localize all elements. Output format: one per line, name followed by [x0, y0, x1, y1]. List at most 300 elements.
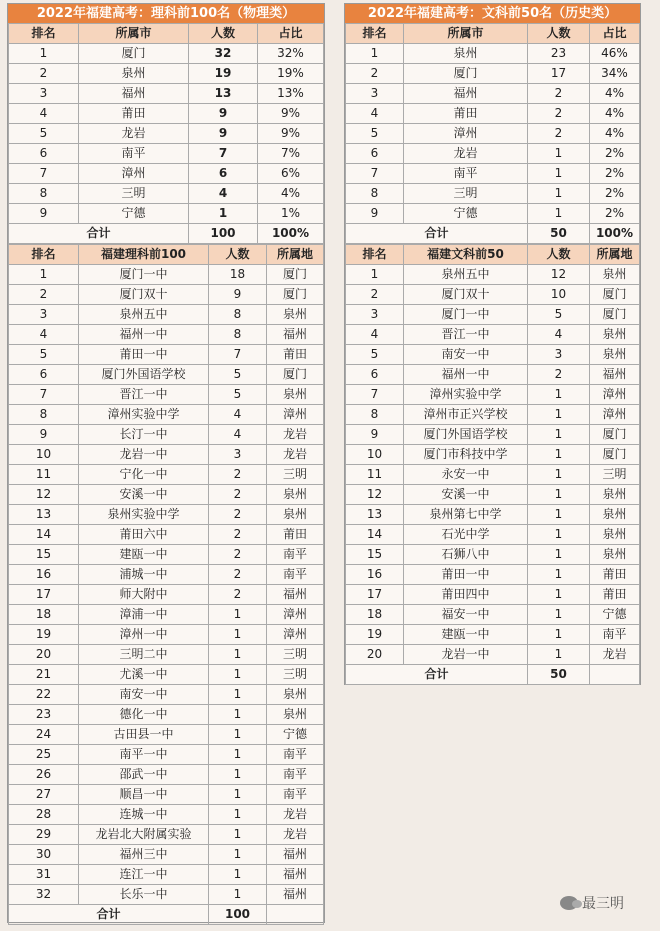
- table-row: [346, 204, 640, 224]
- table-cell: 南平: [79, 144, 189, 164]
- table-cell: 3: [209, 445, 267, 465]
- table-cell: 浦城一中: [79, 565, 209, 585]
- header-rank: 排名: [346, 24, 404, 44]
- table-row: [346, 505, 640, 525]
- total-label: 合计: [9, 224, 189, 244]
- science-title: 2022年福建高考：理科前100名（物理类）: [8, 4, 324, 23]
- table-cell: 23: [9, 705, 79, 725]
- table-cell: 20: [346, 645, 404, 665]
- table-cell: 18: [209, 265, 267, 285]
- table-cell: 福州三中: [79, 845, 209, 865]
- table-cell: 7%: [258, 144, 324, 164]
- table-row: [346, 365, 640, 385]
- table-cell: 1: [209, 685, 267, 705]
- table-cell: 19: [9, 625, 79, 645]
- table-row: [9, 825, 324, 845]
- wechat-icon: [560, 896, 578, 910]
- table-cell: 2%: [590, 144, 640, 164]
- liberal-arts-title: 2022年福建高考：文科前50名（历史类）: [345, 4, 640, 23]
- table-row: [9, 625, 324, 645]
- table-row: [9, 665, 324, 685]
- table-cell: 南平: [590, 625, 640, 645]
- table-cell: 13: [9, 505, 79, 525]
- table-cell: 32%: [258, 44, 324, 64]
- table-cell: 1: [209, 705, 267, 725]
- table-cell: 1: [528, 164, 590, 184]
- table-cell: 1: [9, 44, 79, 64]
- table-cell: 17: [9, 585, 79, 605]
- table-cell: 漳州实验中学: [79, 405, 209, 425]
- table-cell: 连江一中: [79, 865, 209, 885]
- table-cell: 连城一中: [79, 805, 209, 825]
- table-cell: 2: [209, 545, 267, 565]
- table-cell: 泉州: [590, 345, 640, 365]
- table-cell: 1%: [258, 204, 324, 224]
- table-cell: 漳州: [590, 385, 640, 405]
- table-cell: 1: [528, 625, 590, 645]
- table-cell: 厦门双十: [79, 285, 209, 305]
- table-cell: 30: [9, 845, 79, 865]
- table-cell: 三明: [267, 645, 324, 665]
- table-cell: 龙岩: [267, 445, 324, 465]
- table-cell: 龙岩一中: [79, 445, 209, 465]
- table-cell: 1: [528, 465, 590, 485]
- table-cell: 泉州: [267, 305, 324, 325]
- table-cell: 漳州: [267, 625, 324, 645]
- table-row: [346, 265, 640, 285]
- table-cell: 2%: [590, 204, 640, 224]
- table-cell: 7: [209, 345, 267, 365]
- table-cell: 9%: [258, 104, 324, 124]
- total-count: 100: [189, 224, 258, 244]
- table-cell: 2: [209, 485, 267, 505]
- science-city-table: [8, 23, 324, 244]
- table-cell: 20: [9, 645, 79, 665]
- table-cell: 泉州: [79, 64, 189, 84]
- table-cell: 5: [9, 345, 79, 365]
- total-count: 50: [528, 224, 590, 244]
- table-cell: 南平: [267, 745, 324, 765]
- table-row: [9, 365, 324, 385]
- table-cell: 46%: [590, 44, 640, 64]
- table-cell: 福州一中: [79, 325, 209, 345]
- table-cell: 泉州: [590, 485, 640, 505]
- total-row: [346, 224, 640, 244]
- table-cell: 福安一中: [404, 605, 528, 625]
- table-cell: 泉州五中: [79, 305, 209, 325]
- table-row: [346, 625, 640, 645]
- table-cell: 6: [9, 144, 79, 164]
- table-row: [9, 445, 324, 465]
- table-cell: 10: [346, 445, 404, 465]
- table-row: [346, 385, 640, 405]
- table-row: [346, 605, 640, 625]
- table-cell: 9%: [258, 124, 324, 144]
- table-cell: 厦门: [267, 365, 324, 385]
- table-row: [9, 765, 324, 785]
- table-cell: 尤溪一中: [79, 665, 209, 685]
- table-cell: 2: [528, 84, 590, 104]
- table-cell: 永安一中: [404, 465, 528, 485]
- table-cell: 泉州: [267, 385, 324, 405]
- table-cell: 3: [346, 84, 404, 104]
- table-cell: 龙岩: [79, 124, 189, 144]
- table-cell: 1: [528, 204, 590, 224]
- table-row: [9, 885, 324, 905]
- table-cell: 长汀一中: [79, 425, 209, 445]
- table-row: [346, 64, 640, 84]
- table-cell: 福州: [267, 585, 324, 605]
- table-cell: 1: [528, 405, 590, 425]
- table-cell: 14: [346, 525, 404, 545]
- table-cell: 1: [209, 625, 267, 645]
- table-cell: 19: [189, 64, 258, 84]
- table-cell: 1: [209, 885, 267, 905]
- header-location: 所属地: [590, 245, 640, 265]
- table-row: [346, 84, 640, 104]
- table-cell: 11: [346, 465, 404, 485]
- table-row: [9, 184, 324, 204]
- header-school: 福建文科前50: [404, 245, 528, 265]
- table-cell: 28: [9, 805, 79, 825]
- table-cell: 厦门一中: [404, 305, 528, 325]
- table-row: [9, 725, 324, 745]
- table-row: [9, 645, 324, 665]
- table-row: [9, 545, 324, 565]
- table-cell: 师大附中: [79, 585, 209, 605]
- table-cell: 7: [346, 164, 404, 184]
- table-cell: 南安一中: [79, 685, 209, 705]
- table-cell: 1: [528, 585, 590, 605]
- table-cell: 南平: [267, 765, 324, 785]
- total-label: 合计: [346, 224, 528, 244]
- table-cell: 宁化一中: [79, 465, 209, 485]
- table-cell: 15: [9, 545, 79, 565]
- header-city: 所属市: [79, 24, 189, 44]
- science-panel: [7, 3, 325, 923]
- table-cell: 三明: [267, 465, 324, 485]
- table-cell: 龙岩北大附属实验: [79, 825, 209, 845]
- science-city-header-row: [9, 24, 324, 44]
- table-cell: 三明: [404, 184, 528, 204]
- table-cell: 32: [189, 44, 258, 64]
- table-cell: 南安一中: [404, 345, 528, 365]
- table-row: [346, 465, 640, 485]
- table-row: [346, 285, 640, 305]
- table-cell: 安溪一中: [79, 485, 209, 505]
- table-cell: 南平一中: [79, 745, 209, 765]
- table-cell: 厦门: [590, 445, 640, 465]
- table-cell: 莆田一中: [79, 345, 209, 365]
- table-cell: 18: [9, 605, 79, 625]
- table-cell: 17: [346, 585, 404, 605]
- table-cell: 泉州: [590, 545, 640, 565]
- table-row: [346, 645, 640, 665]
- table-cell: 古田县一中: [79, 725, 209, 745]
- table-cell: 宁德: [79, 204, 189, 224]
- table-cell: 漳州: [267, 605, 324, 625]
- table-cell: 8: [346, 405, 404, 425]
- table-cell: 24: [9, 725, 79, 745]
- table-row: [9, 164, 324, 184]
- table-cell: 福州: [590, 365, 640, 385]
- table-cell: 12: [9, 485, 79, 505]
- table-cell: 8: [9, 184, 79, 204]
- table-cell: 石狮八中: [404, 545, 528, 565]
- table-cell: 邵武一中: [79, 765, 209, 785]
- table-cell: 泉州: [267, 685, 324, 705]
- table-cell: 厦门一中: [79, 265, 209, 285]
- table-cell: 厦门: [79, 44, 189, 64]
- table-row: [9, 285, 324, 305]
- table-cell: 泉州第七中学: [404, 505, 528, 525]
- table-cell: 2: [209, 565, 267, 585]
- table-cell: 1: [528, 425, 590, 445]
- table-cell: 9: [346, 204, 404, 224]
- table-cell: 8: [209, 305, 267, 325]
- table-cell: 1: [209, 725, 267, 745]
- table-row: [9, 505, 324, 525]
- table-cell: 莆田: [404, 104, 528, 124]
- table-cell: 1: [346, 265, 404, 285]
- science-school-header-row: [9, 245, 324, 265]
- table-cell: 厦门: [590, 425, 640, 445]
- header-count: 人数: [209, 245, 267, 265]
- table-cell: 宁德: [590, 605, 640, 625]
- total-row: [346, 665, 640, 685]
- table-cell: 21: [9, 665, 79, 685]
- table-cell: 1: [528, 445, 590, 465]
- table-row: [9, 705, 324, 725]
- table-cell: 5: [346, 345, 404, 365]
- table-row: [9, 465, 324, 485]
- table-row: [346, 44, 640, 64]
- table-cell: 13: [346, 505, 404, 525]
- table-cell: 漳州一中: [79, 625, 209, 645]
- total-count: 50: [528, 665, 590, 685]
- table-cell: 34%: [590, 64, 640, 84]
- table-cell: 2%: [590, 164, 640, 184]
- table-cell: 1: [528, 505, 590, 525]
- table-cell: 1: [528, 144, 590, 164]
- total-share: [267, 905, 324, 925]
- table-row: [346, 405, 640, 425]
- total-row: [9, 224, 324, 244]
- table-row: [346, 425, 640, 445]
- table-cell: 厦门外国语学校: [404, 425, 528, 445]
- table-cell: 1: [209, 845, 267, 865]
- table-cell: 6: [9, 365, 79, 385]
- table-cell: 厦门双十: [404, 285, 528, 305]
- table-row: [9, 325, 324, 345]
- table-cell: 9: [9, 425, 79, 445]
- table-row: [346, 184, 640, 204]
- table-cell: 5: [209, 385, 267, 405]
- table-cell: 5: [346, 124, 404, 144]
- table-cell: 石光中学: [404, 525, 528, 545]
- header-rank: 排名: [346, 245, 404, 265]
- table-cell: 泉州: [590, 325, 640, 345]
- header-count: 人数: [528, 245, 590, 265]
- table-cell: 安溪一中: [404, 485, 528, 505]
- table-cell: 漳州市正兴学校: [404, 405, 528, 425]
- table-cell: 27: [9, 785, 79, 805]
- table-cell: 长乐一中: [79, 885, 209, 905]
- table-cell: 1: [209, 765, 267, 785]
- table-cell: 1: [528, 605, 590, 625]
- table-cell: 12: [346, 485, 404, 505]
- table-cell: 莆田: [590, 585, 640, 605]
- table-cell: 三明: [590, 465, 640, 485]
- table-cell: 莆田六中: [79, 525, 209, 545]
- table-cell: 2: [209, 465, 267, 485]
- table-cell: 龙岩: [267, 825, 324, 845]
- table-row: [9, 605, 324, 625]
- header-location: 所属地: [267, 245, 324, 265]
- table-cell: 漳州: [404, 124, 528, 144]
- table-cell: 1: [346, 44, 404, 64]
- table-row: [346, 585, 640, 605]
- table-cell: 14: [9, 525, 79, 545]
- table-cell: 1: [209, 865, 267, 885]
- table-row: [9, 84, 324, 104]
- table-cell: 1: [528, 645, 590, 665]
- table-cell: 福州: [267, 845, 324, 865]
- table-row: [9, 525, 324, 545]
- table-cell: 1: [209, 665, 267, 685]
- table-cell: 莆田四中: [404, 585, 528, 605]
- table-row: [346, 325, 640, 345]
- table-cell: 4: [189, 184, 258, 204]
- table-cell: 1: [209, 805, 267, 825]
- table-row: [9, 305, 324, 325]
- table-cell: 三明: [79, 184, 189, 204]
- table-row: [9, 785, 324, 805]
- table-cell: 22: [9, 685, 79, 705]
- table-cell: 4: [209, 425, 267, 445]
- table-cell: 德化一中: [79, 705, 209, 725]
- table-row: [9, 44, 324, 64]
- table-cell: 18: [346, 605, 404, 625]
- table-cell: 32: [9, 885, 79, 905]
- table-cell: 13%: [258, 84, 324, 104]
- table-cell: 2: [209, 585, 267, 605]
- table-row: [346, 305, 640, 325]
- liberal-arts-school-table: [345, 244, 640, 685]
- table-cell: 莆田: [267, 525, 324, 545]
- total-share: [590, 665, 640, 685]
- table-cell: 1: [528, 545, 590, 565]
- table-row: [346, 345, 640, 365]
- header-share: 占比: [590, 24, 640, 44]
- table-cell: 7: [189, 144, 258, 164]
- table-cell: 8: [346, 184, 404, 204]
- liberal-arts-city-header-row: [346, 24, 640, 44]
- table-cell: 龙岩: [267, 805, 324, 825]
- table-cell: 1: [209, 605, 267, 625]
- total-share: 100%: [258, 224, 324, 244]
- table-cell: 2: [528, 104, 590, 124]
- table-cell: 厦门: [267, 285, 324, 305]
- table-cell: 泉州: [267, 485, 324, 505]
- table-cell: 1: [9, 265, 79, 285]
- table-cell: 龙岩: [590, 645, 640, 665]
- table-cell: 25: [9, 745, 79, 765]
- table-row: [9, 345, 324, 365]
- table-cell: 福州: [267, 885, 324, 905]
- table-cell: 漳浦一中: [79, 605, 209, 625]
- table-row: [346, 565, 640, 585]
- table-cell: 泉州: [267, 505, 324, 525]
- table-cell: 6: [189, 164, 258, 184]
- table-cell: 1: [528, 184, 590, 204]
- table-cell: 泉州五中: [404, 265, 528, 285]
- header-count: 人数: [189, 24, 258, 44]
- table-cell: 泉州实验中学: [79, 505, 209, 525]
- table-cell: 1: [209, 645, 267, 665]
- table-cell: 1: [528, 525, 590, 545]
- table-cell: 10: [528, 285, 590, 305]
- table-cell: 龙岩: [404, 144, 528, 164]
- table-row: [346, 124, 640, 144]
- table-cell: 三明: [267, 665, 324, 685]
- table-row: [346, 144, 640, 164]
- table-row: [9, 144, 324, 164]
- table-row: [346, 525, 640, 545]
- table-cell: 莆田: [267, 345, 324, 365]
- table-cell: 厦门: [267, 265, 324, 285]
- table-cell: 1: [209, 785, 267, 805]
- table-cell: 19: [346, 625, 404, 645]
- table-cell: 1: [528, 565, 590, 585]
- table-cell: 15: [346, 545, 404, 565]
- table-cell: 泉州: [267, 705, 324, 725]
- watermark-text: 最三明: [582, 896, 624, 912]
- table-cell: 建瓯一中: [404, 625, 528, 645]
- table-cell: 晋江一中: [79, 385, 209, 405]
- total-share: 100%: [590, 224, 640, 244]
- table-row: [346, 545, 640, 565]
- table-cell: 2: [9, 285, 79, 305]
- table-cell: 3: [9, 84, 79, 104]
- table-cell: 4: [346, 104, 404, 124]
- table-cell: 福州: [267, 865, 324, 885]
- liberal-arts-city-table: [345, 23, 640, 244]
- table-cell: 23: [528, 44, 590, 64]
- table-row: [9, 405, 324, 425]
- table-cell: 福州一中: [404, 365, 528, 385]
- table-cell: 17: [528, 64, 590, 84]
- table-cell: 9: [189, 104, 258, 124]
- header-count: 人数: [528, 24, 590, 44]
- table-cell: 4%: [590, 104, 640, 124]
- table-cell: 莆田一中: [404, 565, 528, 585]
- table-cell: 1: [528, 485, 590, 505]
- table-cell: 福州: [404, 84, 528, 104]
- table-cell: 4%: [258, 184, 324, 204]
- table-row: [9, 565, 324, 585]
- table-row: [346, 445, 640, 465]
- table-cell: 龙岩: [267, 425, 324, 445]
- table-cell: 29: [9, 825, 79, 845]
- table-cell: 5: [209, 365, 267, 385]
- table-cell: 5: [9, 124, 79, 144]
- table-cell: 4: [346, 325, 404, 345]
- table-row: [9, 124, 324, 144]
- liberal-arts-school-header-row: [346, 245, 640, 265]
- table-cell: 南平: [267, 545, 324, 565]
- table-cell: 4: [9, 104, 79, 124]
